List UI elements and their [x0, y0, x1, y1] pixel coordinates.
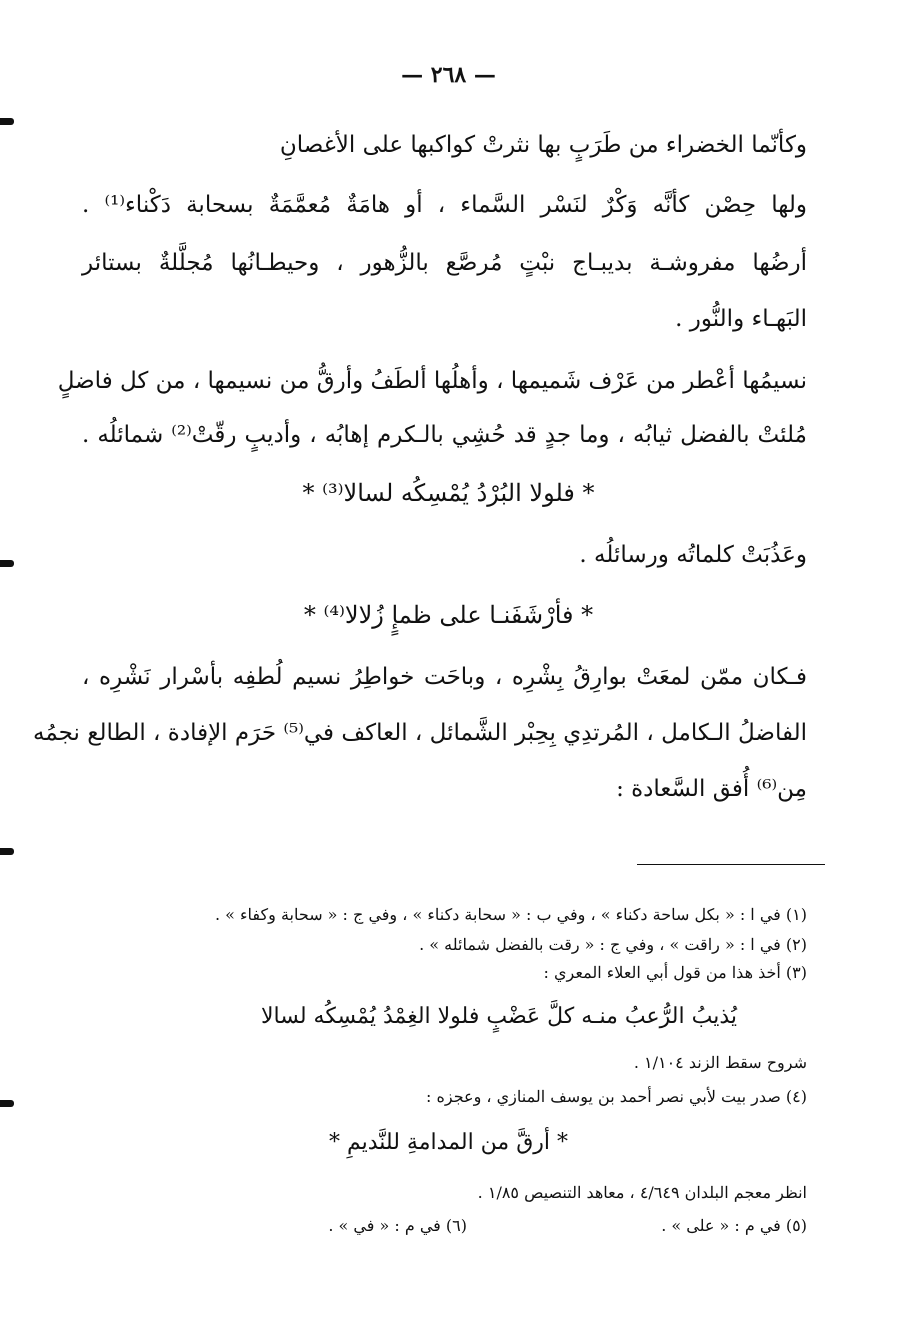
verse-quote: * فلولا البُرْدُ يُمْسِكُه لسالا⁽³⁾ * — [302, 479, 595, 507]
body-line: مُلئتْ بالفضل ثيابُه ، وما جدٍ قد حُشِي بالـكرم إهابُه ، وأديبٍ رقّتْ⁽²⁾ شمائلُه . — [82, 422, 807, 448]
footnote-verse: يُذيبُ الرُّعبُ منـه كلَّ عَضْبٍ فلولا الغِمْدُ يُمْسِكُه لسالا — [260, 1004, 737, 1029]
margin-mark — [0, 560, 14, 567]
body-line: ولها حِصْن كأنَّه وَكْرٌ لنَسْر السَّماء ، أو هامَةٌ مُعمَّمَةٌ بسحابة دَكْناء⁽¹⁾ . — [82, 192, 808, 218]
footnote-divider — [637, 864, 825, 865]
margin-mark — [0, 848, 14, 855]
body-line: مِن⁽⁶⁾ أُفق السَّعادة : — [616, 776, 807, 802]
footnote: (٦) في م : « في » . — [328, 1216, 467, 1235]
footnote: (٢) في ا : « راقت » ، وفي ج : « رقت بالفضل شمائله » . — [419, 935, 807, 954]
footnote: (٤) صدر بيت لأبي نصر أحمد بن يوسف المنازي ، وعجزه : — [426, 1087, 807, 1106]
margin-mark — [0, 1100, 14, 1107]
verse-quote: * فأرْشَفَنـا على ظمإٍ زُلالا⁽⁴⁾ * — [303, 601, 594, 629]
body-line: الفاضلُ الـكامل ، المُرتدِي بِحِبْر الشَّمائل ، العاكف في⁽⁵⁾ حَرَم الإفادة ، الطالع نجمُه — [33, 720, 807, 746]
body-line: البَهـاء والنُّور . — [675, 306, 807, 332]
footnote-row — [82, 1214, 807, 1238]
body-line: أرضُها مفروشـة بديبـاج نبْتٍ مُرصَّع بالزُّهور ، وحيطـانُها مُجلَّلةٌ بستائر — [82, 250, 807, 276]
footnote: (١) في ا : « بكل ساحة دكناء » ، وفي ب : « سحابة دكناء » ، وفي ج : « سحابة وكفاء » . — [214, 905, 807, 924]
footnote-source: شروح سقط الزند ١/١٠٤ . — [633, 1053, 807, 1072]
footnote: (٣) أخذ هذا من قول أبي العلاء المعري : — [543, 963, 807, 982]
poem-line: وكأنّما الخضراء من طَرَبٍ بها نثرتْ كواكبها على الأغصانِ — [279, 132, 807, 158]
body-line: فـكان ممّن لمعَتْ بوارِقُ بِشْرِه ، وباحَت خواطِرُ نسيم لُطفِه بأسْرار نَشْرِه ، — [82, 664, 807, 690]
footnote-source: انظر معجم البلدان ٤/٦٤٩ ، معاهد التنصيص ١/٨٥ . — [477, 1183, 807, 1202]
footnote-verse: * أرقَّ من المدامةِ للنَّديمِ * — [328, 1130, 568, 1155]
body-line: نسيمُها أعْطر من عَرْف شَميمها ، وأهلُها ألطَفُ وأرقُّ من نسيمها ، من كل فاضلٍ — [57, 368, 807, 394]
body-line: وعَذُبَتْ كلماتُه ورسائلُه . — [579, 542, 807, 568]
page-number: — ٢٦٨ — — [401, 62, 496, 88]
margin-mark — [0, 118, 14, 125]
footnote: (٥) في م : « على » . — [661, 1216, 807, 1235]
